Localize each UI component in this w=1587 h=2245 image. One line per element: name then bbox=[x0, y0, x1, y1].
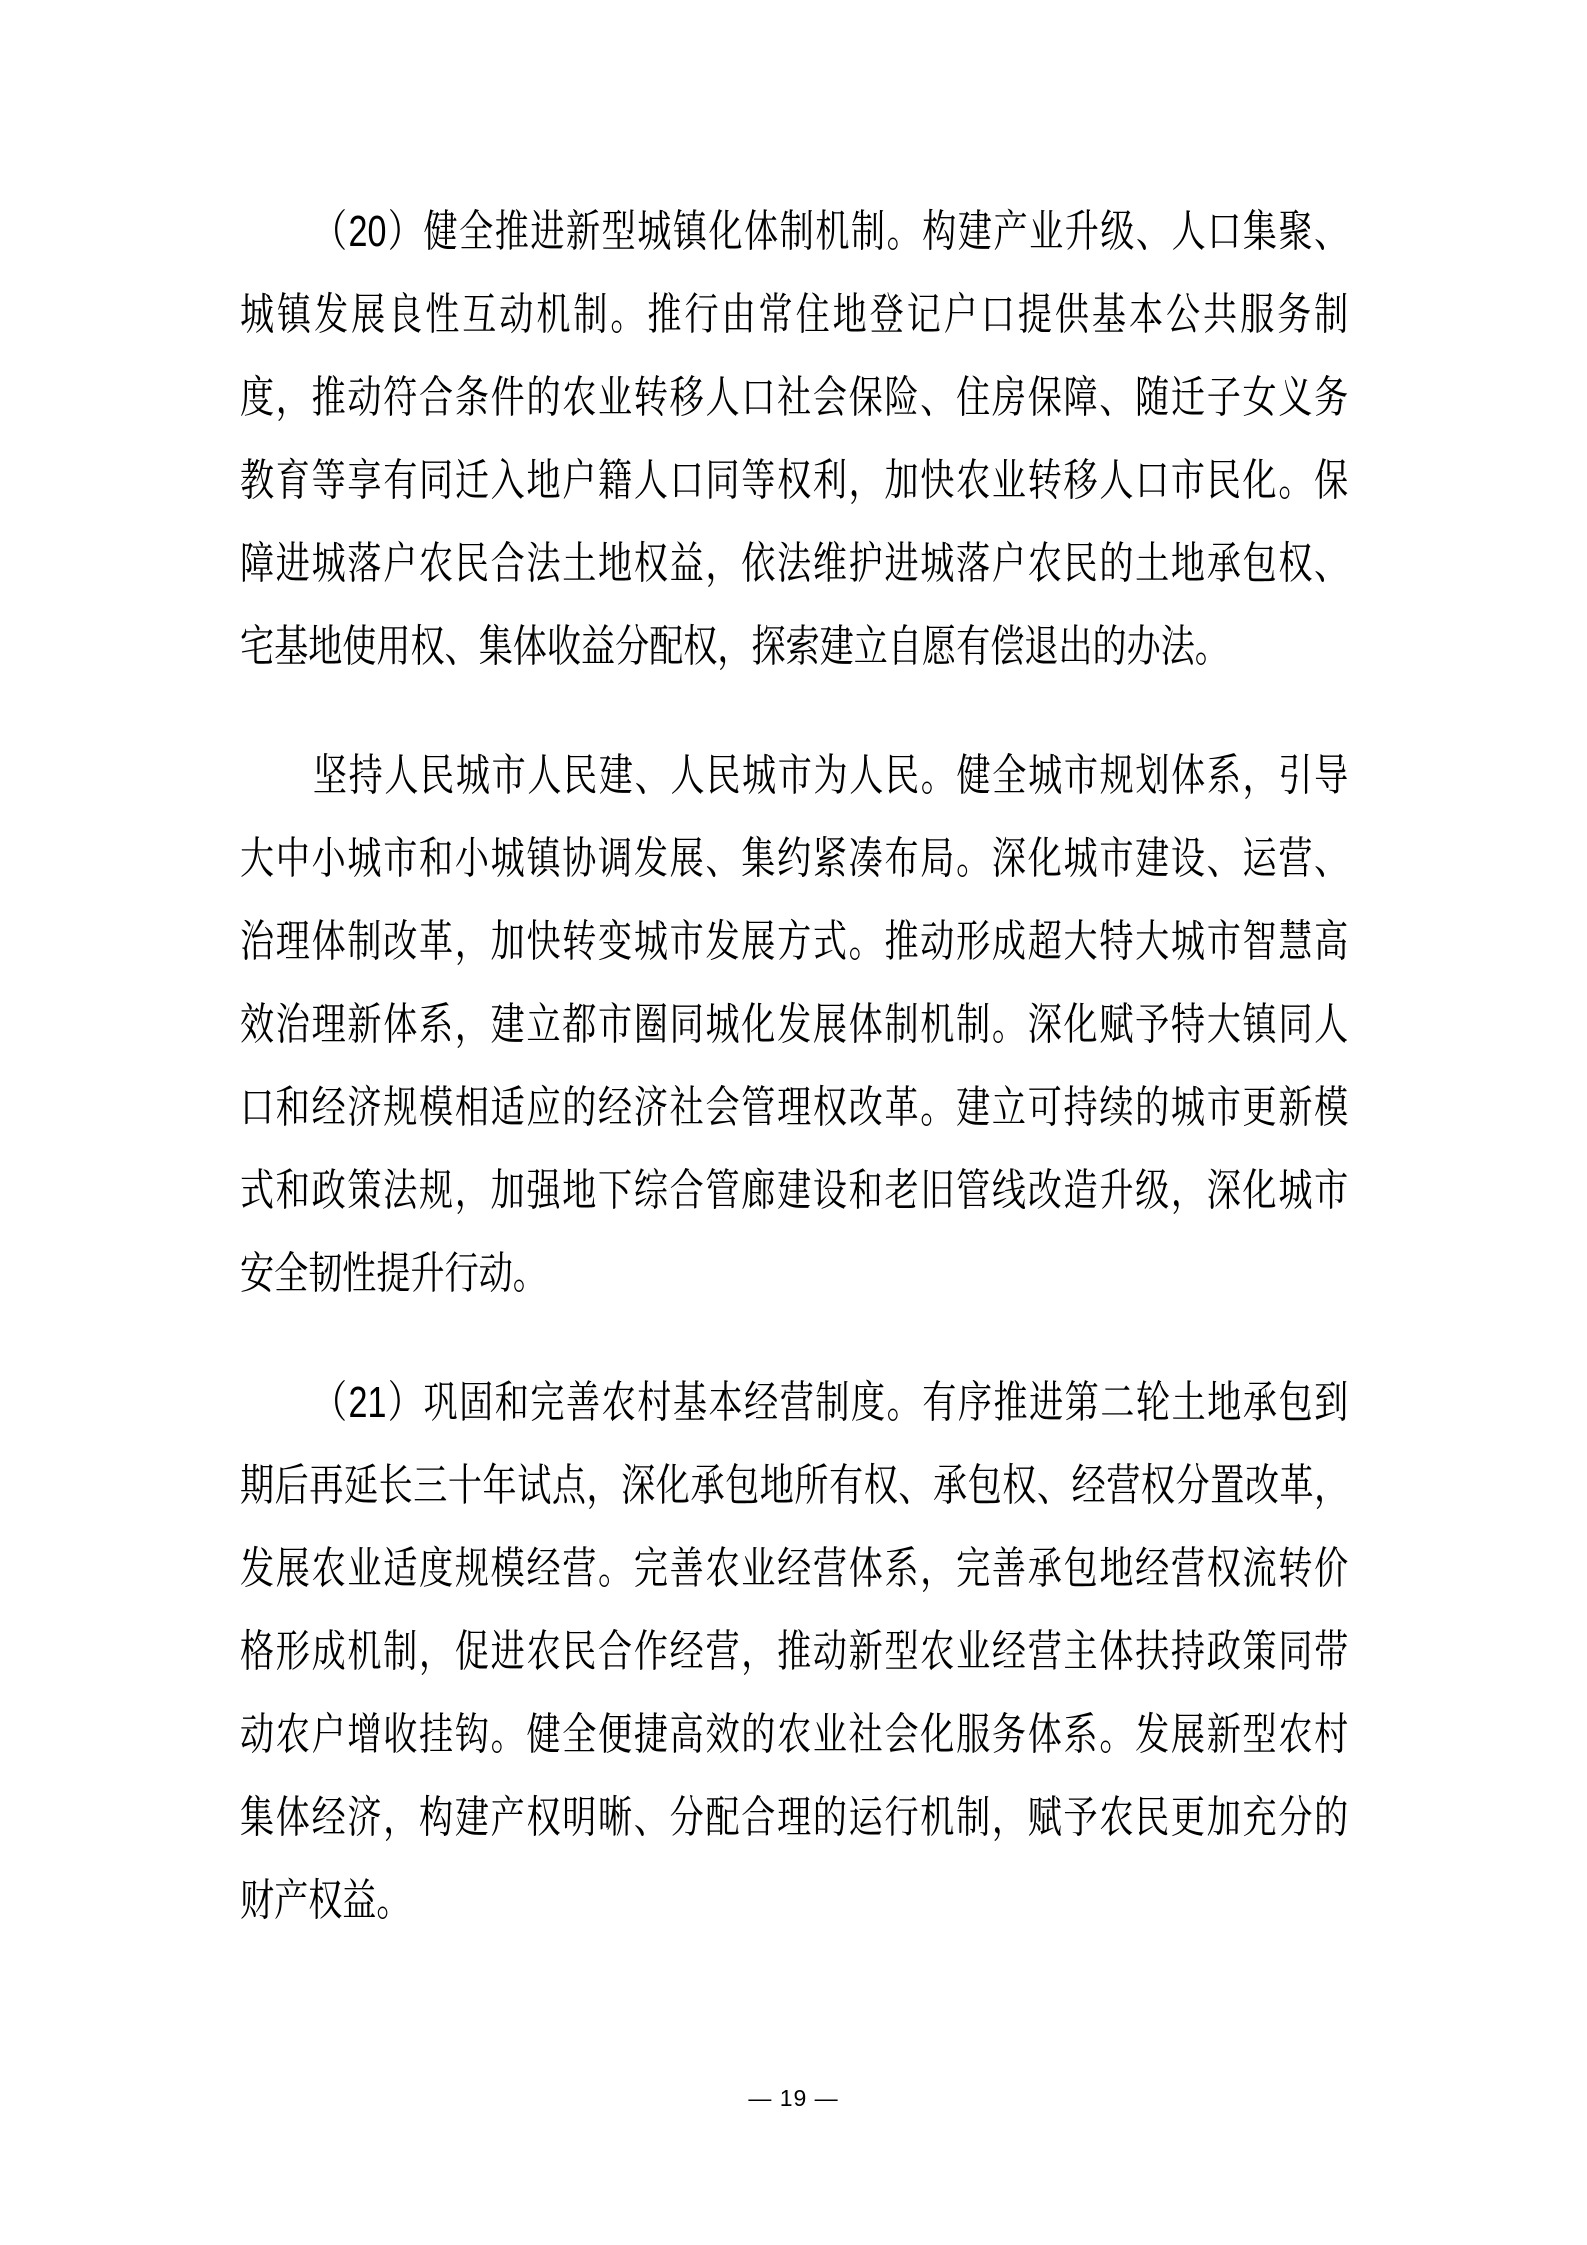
paragraph-people-city bbox=[240, 734, 1348, 1315]
text-line: 治理体制改革，加快转变城市发展方式。推动形成超大特大城市智慧高 bbox=[240, 917, 1349, 966]
page-number: — 19 — bbox=[748, 2085, 839, 2111]
paragraph-20 bbox=[240, 190, 1348, 688]
text-line: 集体经济，构建产权明晰、分配合理的运行机制，赋予农民更加充分的 bbox=[240, 1793, 1349, 1842]
paragraph-21 bbox=[240, 1361, 1348, 1942]
text-line: 发展农业适度规模经营。完善农业经营体系，完善承包地经营权流转价 bbox=[240, 1544, 1349, 1593]
text-line: 度，推动符合条件的农业转移人口社会保险、住房保障、随迁子女义务 bbox=[240, 373, 1349, 422]
text-line: 财产权益。 bbox=[240, 1876, 411, 1925]
text-line: 安全韧性提升行动。 bbox=[240, 1249, 547, 1298]
text-line: 式和政策法规，加强地下综合管廊建设和老旧管线改造升级，深化城市 bbox=[240, 1166, 1349, 1215]
text-line: 大中小城市和小城镇协调发展、集约紧凑布局。深化城市建设、运营、 bbox=[240, 834, 1349, 883]
text-line: 坚持人民城市人民建、人民城市为人民。健全城市规划体系，引导 bbox=[312, 751, 1349, 800]
text-column bbox=[240, 190, 1348, 1942]
text-line: 格形成机制，促进农民合作经营，推动新型农业经营主体扶持政策同带 bbox=[240, 1627, 1349, 1676]
text-line: 期后再延长三十年试点，深化承包地所有权、承包权、经营权分置改革， bbox=[240, 1461, 1349, 1510]
text-line: 效治理新体系，建立都市圈同城化发展体制机制。深化赋予特大镇同人 bbox=[240, 1000, 1349, 1049]
text-line: 城镇发展良性互动机制。推行由常住地登记户口提供基本公共服务制 bbox=[240, 290, 1349, 339]
text-line: 动农户增收挂钩。健全便捷高效的农业社会化服务体系。发展新型农村 bbox=[240, 1710, 1349, 1759]
text-line: （20）健全推进新型城镇化体制机制。构建产业升级、人口集聚、 bbox=[312, 207, 1349, 256]
text-line: （21）巩固和完善农村基本经营制度。有序推进第二轮土地承包到 bbox=[312, 1378, 1349, 1427]
text-line: 宅基地使用权、集体收益分配权，探索建立自愿有偿退出的办法。 bbox=[240, 622, 1229, 671]
text-line: 口和经济规模相适应的经济社会管理权改革。建立可持续的城市更新模 bbox=[240, 1083, 1349, 1132]
text-line: 教育等享有同迁入地户籍人口同等权利，加快农业转移人口市民化。保 bbox=[240, 456, 1349, 505]
text-line: 障进城落户农民合法土地权益，依法维护进城落户农民的土地承包权、 bbox=[240, 539, 1349, 588]
